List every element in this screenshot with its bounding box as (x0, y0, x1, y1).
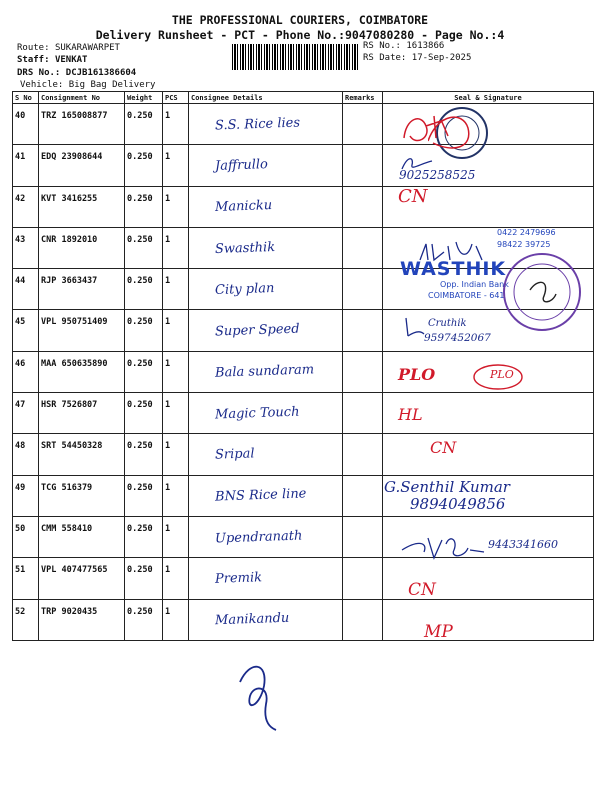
row-weight: 0.250 (125, 599, 163, 640)
row-sno: 48 (13, 434, 39, 475)
row-weight: 0.250 (125, 475, 163, 516)
sig48-initials: CN (430, 438, 457, 457)
row-sno: 41 (13, 145, 39, 186)
row-weight: 0.250 (125, 558, 163, 599)
row-sno: 40 (13, 104, 39, 145)
seal-stamp-round (500, 250, 585, 335)
consignee-handwriting: Upendranath (214, 528, 303, 547)
col-pcs: PCS (163, 92, 189, 104)
row-sno: 47 (13, 393, 39, 434)
row-consignee (189, 558, 343, 599)
row-weight: 0.250 (125, 145, 163, 186)
row-remarks (343, 310, 383, 351)
row-sno: 49 (13, 475, 39, 516)
row-remarks (343, 186, 383, 227)
consignee-handwriting: BNS Rice line (214, 486, 307, 505)
row-weight: 0.250 (125, 310, 163, 351)
row-consignment: SRT 54450328 (39, 434, 125, 475)
row-consignment: VPL 407477565 (39, 558, 125, 599)
row-consignment: TCG 516379 (39, 475, 125, 516)
row-pcs: 1 (163, 269, 189, 310)
sig47-initials: HL (398, 405, 423, 424)
row-remarks (343, 558, 383, 599)
staff-signature (220, 656, 310, 736)
row-pcs: 1 (163, 434, 189, 475)
row-consignment: TRZ 165008877 (39, 104, 125, 145)
table-row (13, 145, 594, 186)
row-pcs: 1 (163, 599, 189, 640)
row-weight: 0.250 (125, 434, 163, 475)
row-pcs: 1 (163, 475, 189, 516)
row-pcs: 1 (163, 227, 189, 268)
vehicle-line: Vehicle: Big Bag Delivery (20, 80, 156, 90)
row-consignee (189, 269, 343, 310)
table-row (13, 434, 594, 475)
table-row (13, 558, 594, 599)
row-pcs: 1 (163, 104, 189, 145)
row-weight: 0.250 (125, 104, 163, 145)
staff-value: VENKAT (54, 55, 88, 65)
row-remarks (343, 269, 383, 310)
row-pcs: 1 (163, 310, 189, 351)
company-title: THE PROFESSIONAL COURIERS, COIMBATORE (171, 13, 429, 27)
sig50-phone: 9443341660 (488, 538, 558, 551)
table-row (13, 393, 594, 434)
consignee-handwriting: Manikandu (214, 610, 290, 629)
row-weight: 0.250 (125, 269, 163, 310)
row-pcs: 1 (163, 393, 189, 434)
consignee-handwriting: Bala sundaram (214, 362, 315, 382)
consignee-handwriting: City plan (214, 280, 275, 298)
barcode (232, 44, 358, 70)
row-consignee (189, 310, 343, 351)
row-consignee (189, 434, 343, 475)
row-consignment: VPL 950751409 (39, 310, 125, 351)
row-weight: 0.250 (125, 227, 163, 268)
col-signature: Seal & Signature (383, 92, 594, 104)
row-sno: 51 (13, 558, 39, 599)
row-consignment: EDQ 23908644 (39, 145, 125, 186)
row-consignee (189, 599, 343, 640)
row-remarks (343, 599, 383, 640)
vehicle-value: Big Bag Delivery (68, 80, 156, 90)
row-remarks (343, 351, 383, 392)
consignee-handwriting: S.S. Rice lies (214, 115, 301, 134)
drs-line: DRS No.: DCJB161386604 (17, 68, 137, 78)
sig43-stamp-city: COIMBATORE - 641 (428, 291, 505, 300)
row-weight: 0.250 (125, 351, 163, 392)
table-row (13, 186, 594, 227)
row-consignment: TRP 9020435 (39, 599, 125, 640)
table-row (13, 104, 594, 145)
sig45-phone: 9597452067 (424, 332, 491, 344)
row-sno: 45 (13, 310, 39, 351)
runsheet-subtitle: Delivery Runsheet - PCT - Phone No.:9047080280 - Page No.:4 (95, 28, 505, 42)
row-consignee (189, 104, 343, 145)
row-remarks (343, 475, 383, 516)
sig49-name: G.Senthil Kumar (384, 478, 510, 496)
sig46-initials: PLO (398, 365, 436, 384)
sig45-name: Cruthik (428, 318, 467, 329)
sig49-phone: 9894049856 (410, 495, 506, 513)
staff-line: Staff: VENKAT (17, 55, 88, 65)
row-sno: 50 (13, 516, 39, 557)
sig46-seal-text: PLO (490, 368, 514, 381)
rs-date-value: 17-Sep-2025 (411, 53, 472, 63)
row-sno: 52 (13, 599, 39, 640)
row-remarks (343, 434, 383, 475)
row-consignment: CNR 1892010 (39, 227, 125, 268)
row-remarks (343, 145, 383, 186)
row-consignee (189, 227, 343, 268)
col-sno: S No (13, 92, 39, 104)
row-remarks (343, 104, 383, 145)
sig52-initials: MP (424, 622, 453, 642)
rs-no-line: RS No.: 1613866 (363, 41, 445, 51)
sig43-stamp-name: WASTHIK (400, 258, 507, 280)
row-sno: 43 (13, 227, 39, 268)
consignee-handwriting: Sripal (214, 446, 255, 463)
sig43-phone1: 0422 2479696 (497, 228, 556, 237)
row-consignee (189, 516, 343, 557)
drs-value: DCJB161386604 (65, 68, 137, 78)
row-weight: 0.250 (125, 186, 163, 227)
col-consignee: Consignee Details (189, 92, 343, 104)
row-consignment: HSR 7526807 (39, 393, 125, 434)
consignee-handwriting: Super Speed (214, 321, 300, 340)
consignee-handwriting: Magic Touch (214, 404, 300, 423)
row-pcs: 1 (163, 558, 189, 599)
row-weight: 0.250 (125, 516, 163, 557)
row-consignee (189, 186, 343, 227)
row-remarks (343, 227, 383, 268)
row-consignment: MAA 650635890 (39, 351, 125, 392)
route-line: Route: SUKARAWARPET (17, 43, 120, 53)
rs-date-line: RS Date: 17-Sep-2025 (363, 53, 472, 63)
row-consignment: CMM 558410 (39, 516, 125, 557)
col-remarks: Remarks (343, 92, 383, 104)
row-pcs: 1 (163, 516, 189, 557)
row-consignee (189, 145, 343, 186)
row-sno: 44 (13, 269, 39, 310)
row-consignment: RJP 3663437 (39, 269, 125, 310)
row-consignee (189, 475, 343, 516)
rs-no-value: 1613866 (406, 41, 445, 51)
consignee-handwriting: Swasthik (214, 239, 276, 257)
row-pcs: 1 (163, 186, 189, 227)
sig51-initials: CN (408, 580, 436, 600)
consignee-handwriting: Jaffrullo (214, 157, 269, 174)
row-consignee (189, 351, 343, 392)
row-remarks (343, 516, 383, 557)
row-sno: 46 (13, 351, 39, 392)
row-consignee (189, 393, 343, 434)
row-pcs: 1 (163, 351, 189, 392)
row-weight: 0.250 (125, 393, 163, 434)
consignee-handwriting: Manicku (214, 198, 273, 216)
blue-signature-scribble (398, 530, 488, 566)
route-value: SUKARAWARPET (54, 43, 120, 53)
col-consignment: Consignment No (39, 92, 125, 104)
row-consignment: KVT 3416255 (39, 186, 125, 227)
table-header-row (13, 92, 594, 104)
red-signature-scribble (396, 108, 456, 153)
sig41-phone: 9025258525 (399, 168, 476, 182)
sig43-stamp-address: Opp. Indian Bank (440, 280, 509, 289)
row-sno: 42 (13, 186, 39, 227)
row-signature (383, 599, 594, 640)
consignee-handwriting: Premik (214, 570, 263, 587)
col-weight: Weight (125, 92, 163, 104)
row-remarks (343, 393, 383, 434)
sig42-initials: CN (398, 186, 428, 207)
sig43-phone2: 98422 39725 (497, 240, 551, 249)
table-row (13, 599, 594, 640)
row-signature (383, 434, 594, 475)
row-pcs: 1 (163, 145, 189, 186)
